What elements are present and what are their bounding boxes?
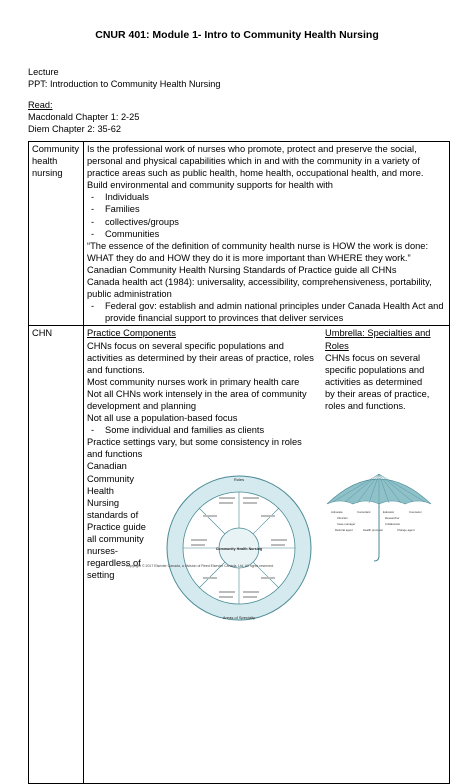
ppt-line: PPT: Introduction to Community Health Nursing [28,79,221,89]
list-item: - Communities [87,228,446,240]
read-label: Read: [28,100,53,110]
health-act-text: Canada health act (1984): universality, accessibility, comprehensiveness, portability, public administration [87,277,432,300]
copyright-text: Copyright © 2017 Elsevier Canada, a division of Reed Elsevier Canada, Ltd. All rights reserved. [126,564,274,568]
umbrella-role-label: Change agent [397,528,415,533]
umbrella-role-label: Consultant [357,510,371,515]
supports-list [87,191,446,239]
federal-list [87,300,446,324]
wheel-top-label: Roles [233,477,245,483]
table-row [29,142,450,326]
row-content [84,326,450,784]
list-item: - Some individual and families as clients [87,424,317,436]
practice-list [87,424,317,436]
standards-text: Canadian Community Health Nursing Standards of Practice guide all CHNs [87,264,397,275]
umbrella-role-label: Educator [383,510,395,515]
notes-table [28,141,450,784]
umbrella-role-label: Counselor [409,510,422,515]
standards-text: Canadian Community Health Nursing standards of Practice guide all community nurses-regardless of setting [87,461,146,581]
definition-text: Is the professional work of nurses who promote, protect and preserve the social, personal and physical capabilities which in and with the community in a variety of practice areas such as public health, home health, occupational health, and more. [87,144,424,179]
list-item: - collectives/groups [87,216,446,228]
umbrella-role-label: Case manager [337,522,356,527]
list-item: - Individuals [87,191,446,203]
wheel-center-label: Community Health Nursing [215,547,263,552]
supports-text: Build environmental and community supports for health with [87,180,333,191]
umbrella-role-label: Health promoter [363,528,384,533]
umbrella-role-label: Collaborator [385,522,401,527]
list-item: - Federal gov: establish and admin national principles under Canada Health Act and provide financial support to provinces that deliver services [87,300,446,324]
practice-text: Not all use a population-based focus [87,413,238,424]
umbrella-role-label: Researcher [385,516,400,521]
essence-quote: “The essence of the definition of community health nurse is HOW the work is done: WHAT they do and HOW they do it is more important than WHERE they work.” [87,240,429,263]
practice-heading: Practice Components [87,328,176,339]
wheel-bottom-label: Areas of Specialty [222,615,256,621]
umbrella-diagram [323,464,435,564]
practice-text: CHNs focus on several specific populations and activities as determined by their areas of practice, roles and functions. [87,340,314,375]
row-label: CHN [29,326,84,784]
umbrella-role-label: Clinician [337,516,348,521]
page-title: CNUR 401: Module 1- Intro to Community Health Nursing [95,29,379,41]
table-row [29,326,450,784]
row-label: Community health nursing [29,142,84,326]
reading-2: Diem Chapter 2: 35-62 [28,124,121,134]
umbrella-role-label: Referral agent [335,528,353,533]
umbrella-role-label: Advocate [331,510,343,515]
lecture-label: Lecture [28,67,59,77]
row-content [84,142,450,326]
chn-wheel-diagram [149,473,329,623]
reading-1: Macdonald Chapter 1: 2-25 [28,112,140,122]
list-item: - Families [87,203,446,215]
umbrella-heading: Umbrella: Specialties and Roles [325,328,431,351]
umbrella-text: CHNs focus on several specific populations and activities as determined by their areas of practice, roles and functions. [325,352,430,411]
practice-text: Not all CHNs work intensely in the area of community development and planning [87,388,307,411]
practice-text: Practice settings vary, but some consistency in roles and functions [87,437,302,460]
practice-text: Most community nurses work in primary health care [87,376,300,387]
